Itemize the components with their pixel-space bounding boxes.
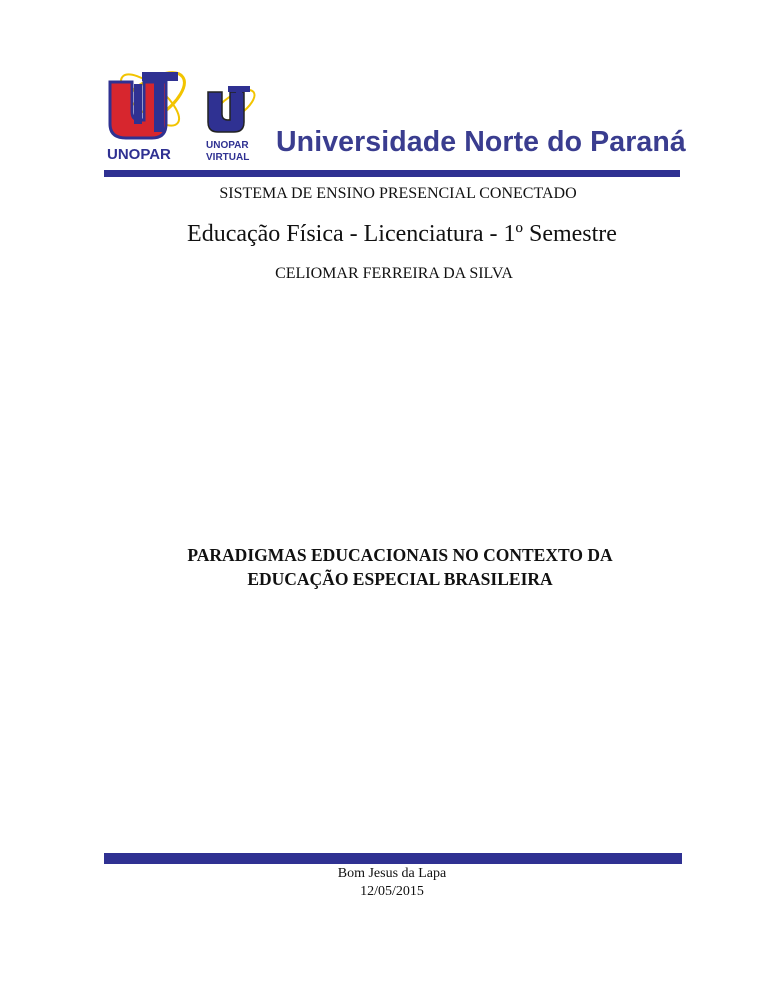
author-name: CELIOMAR FERREIRA DA SILVA (275, 265, 513, 282)
unopar-virtual-text-line2: VIRTUAL (206, 152, 250, 163)
unopar-virtual-text-line1: UNOPAR (206, 140, 249, 151)
city: Bom Jesus da Lapa (337, 866, 447, 881)
document-title-line1: PARADIGMAS EDUCACIONAIS NO CONTEXTO DA (187, 545, 613, 565)
university-name: Universidade Norte do Paraná (276, 126, 686, 158)
unopar-virtual-logo (204, 80, 264, 166)
unopar-logo-text: UNOPAR (107, 146, 171, 163)
header-divider (104, 170, 680, 177)
course-title: Educação Física - Licenciatura - 1º Semestre (187, 221, 617, 247)
system-label: SISTEMA DE ENSINO PRESENCIAL CONECTADO (219, 185, 577, 202)
document-title-line2: EDUCAÇÃO ESPECIAL BRASILEIRA (247, 569, 553, 589)
document-title (16, 543, 768, 591)
unopar-logo (104, 54, 194, 166)
date: 12/05/2015 (360, 884, 424, 899)
footer-divider (104, 853, 682, 864)
header-logos (104, 54, 684, 174)
